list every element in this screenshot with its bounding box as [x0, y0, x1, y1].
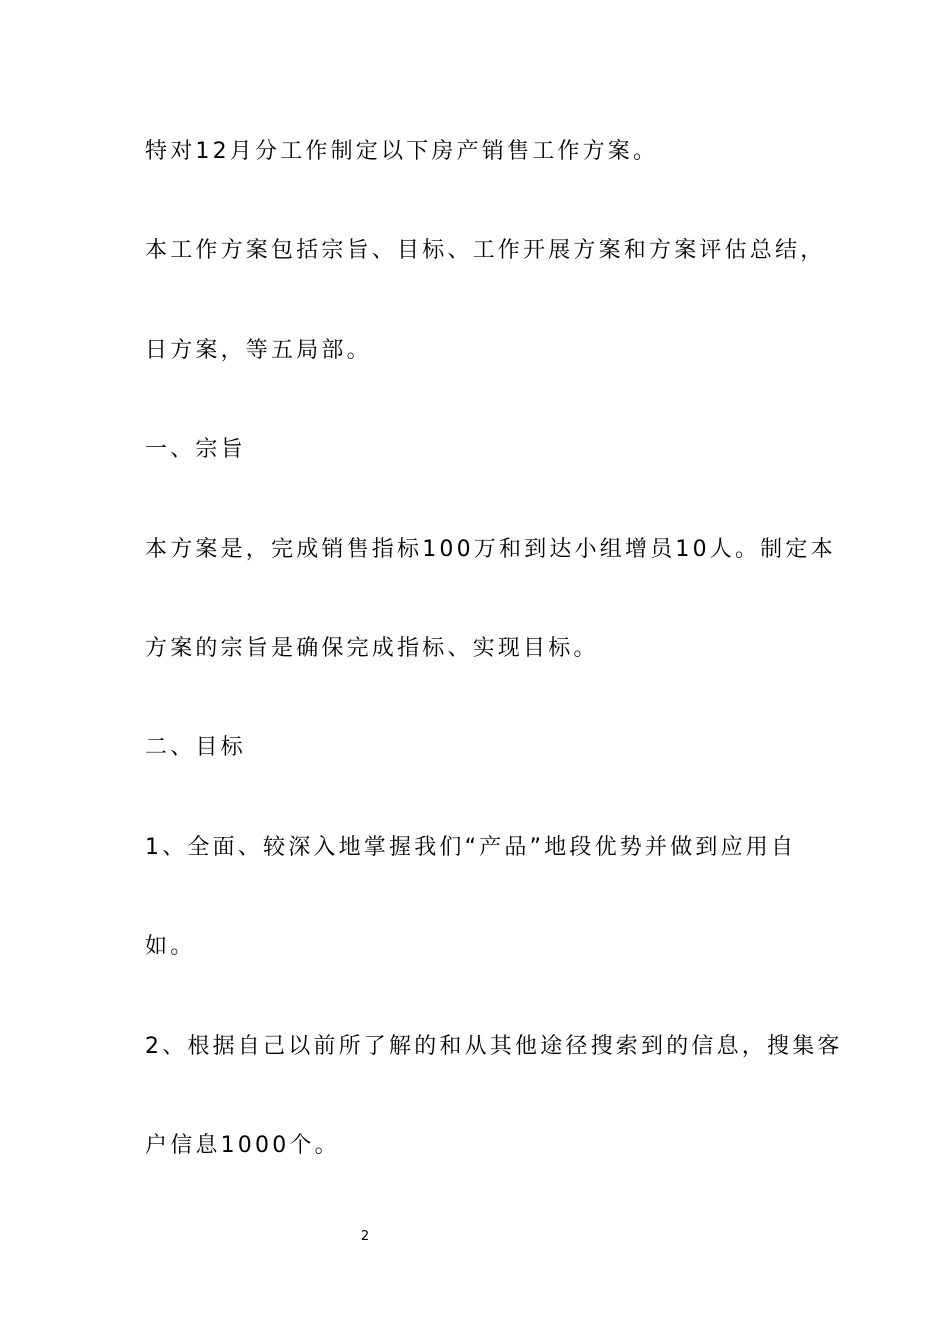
- text-line-5: 本方案是，完成销售指标100万和到达小组增员10人。制定本: [145, 537, 836, 562]
- section-heading-goals: 二、目标: [145, 735, 246, 760]
- text-line-9: 如。: [145, 934, 196, 959]
- page-number: 2: [360, 1229, 370, 1244]
- section-heading-purpose: 一、宗旨: [145, 437, 246, 462]
- text-line-2: 本工作方案包括宗旨、目标、工作开展方案和方案评估总结，: [145, 238, 826, 263]
- text-line-11: 户信息1000个。: [145, 1133, 340, 1158]
- text-line-3: 日方案，等五局部。: [145, 338, 372, 363]
- text-line-10: 2、根据自己以前所了解的和从其他途径搜索到的信息，搜集客: [145, 1034, 843, 1059]
- text-line-6: 方案的宗旨是确保完成指标、实现目标。: [145, 636, 599, 661]
- text-line-1: 特对12月分工作制定以下房产销售工作方案。: [145, 139, 659, 164]
- text-line-8: 1、全面、较深入地掌握我们“产品”地段优势并做到应用自: [145, 835, 797, 860]
